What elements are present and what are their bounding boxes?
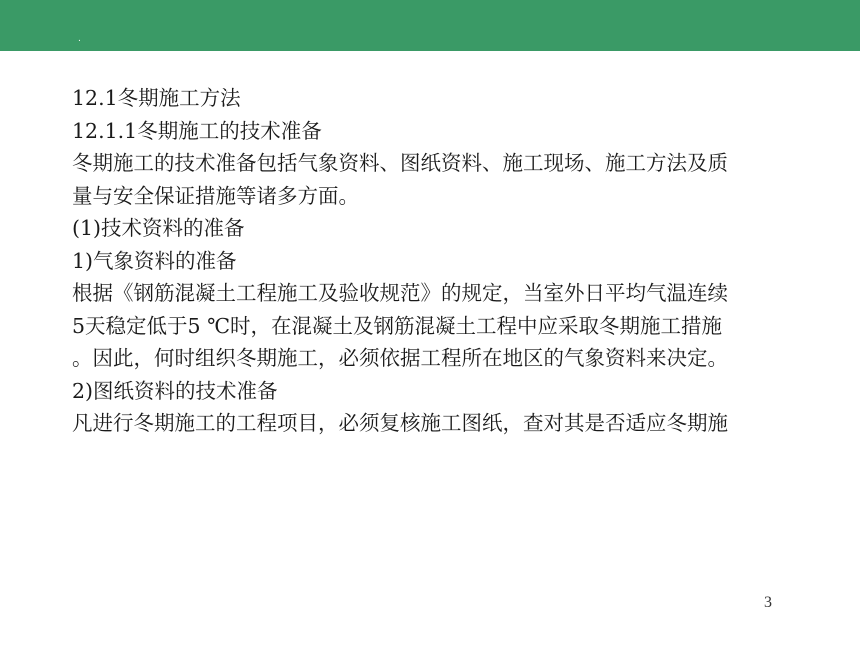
slide-body	[72, 82, 812, 440]
paragraph-line: 。因此，何时组织冬期施工，必须依据工程所在地区的气象资料来决定。	[72, 346, 728, 370]
subsection-heading: 12.1.1冬期施工的技术准备	[72, 118, 322, 143]
paragraph-line: 量与安全保证措施等诸多方面。	[72, 183, 359, 208]
paragraph-line: 根据《钢筋混凝土工程施工及验收规范》的规定，当室外日平均气温连续	[72, 281, 728, 305]
header-marker: .	[78, 34, 81, 44]
paragraph-line: 5天稳定低于5 ℃时，在混凝土及钢筋混凝土工程中应采取冬期施工措施	[72, 313, 723, 338]
section-heading: 12.1冬期施工方法	[72, 86, 241, 110]
paragraph-line: 冬期施工的技术准备包括气象资料、图纸资料、施工现场、施工方法及质	[72, 151, 728, 175]
header-bar	[0, 0, 860, 51]
item-heading: (1)技术资料的准备	[72, 216, 245, 240]
item-subheading: 2)图纸资料的技术准备	[72, 378, 278, 403]
item-subheading: 1)气象资料的准备	[72, 248, 237, 273]
page-number: 3	[764, 594, 772, 611]
paragraph-line: 凡进行冬期施工的工程项目，必须复核施工图纸，查对其是否适应冬期施	[72, 411, 728, 435]
